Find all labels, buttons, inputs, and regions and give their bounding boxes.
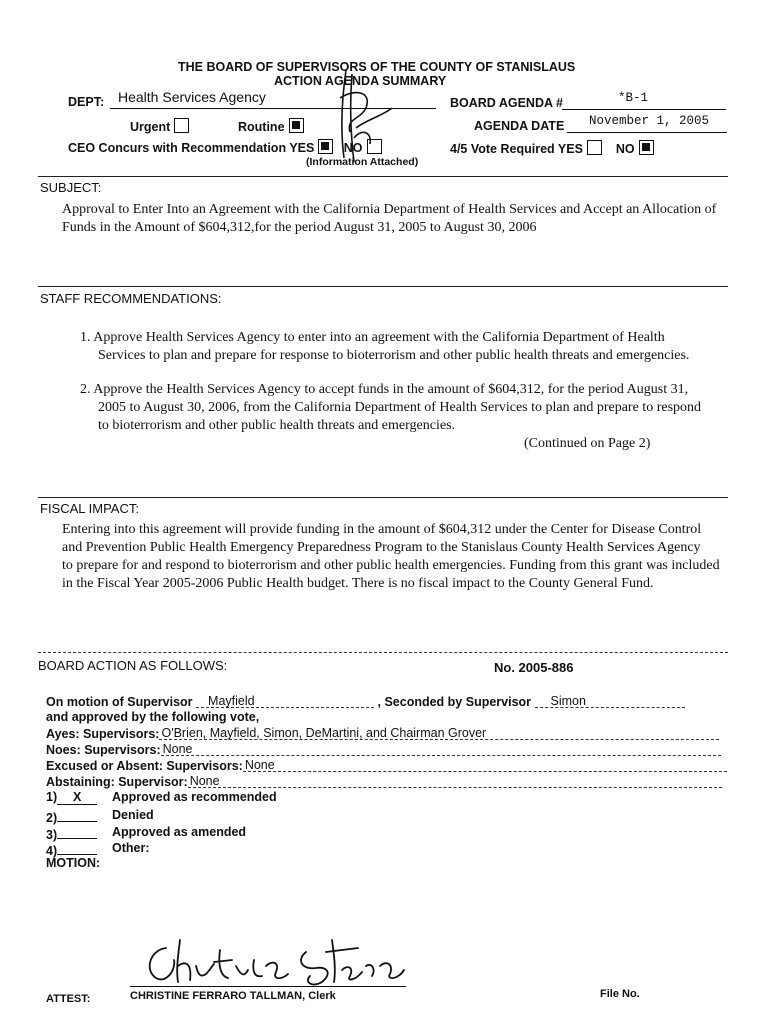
divider-subject <box>38 286 728 287</box>
fiscal-line-3: to prepare for and respond to bioterrorism and other public health emergencies. Funding from this grant was included <box>62 558 720 573</box>
fiscal-line-4: in the Fiscal Year 2005-2006 Public Health budget. There is no fiscal impact to the County General Fund. <box>62 576 654 591</box>
action-number: No. 2005-886 <box>494 660 574 675</box>
subject-line-1: Approval to Enter Into an Agreement with the California Department of Health Services and Accept an Allocation of <box>62 202 717 217</box>
signature-line <box>130 986 406 987</box>
attest-label: ATTEST: <box>46 993 91 1005</box>
excused-value: None <box>244 758 275 772</box>
clerk-name: CHRISTINE FERRARO TALLMAN, Clerk <box>130 990 336 1002</box>
action-label: BOARD ACTION AS FOLLOWS: <box>38 658 228 673</box>
approved-line: and approved by the following vote, <box>46 710 260 724</box>
motion-label: On motion of Supervisor <box>46 695 193 709</box>
abstaining-field <box>188 774 722 788</box>
option-1-label: Approved as recommended <box>112 790 277 804</box>
divider-dashed <box>38 652 728 653</box>
subject-line-2: Funds in the Amount of $604,312,for the period August 31, 2005 to August 30, 2006 <box>62 220 537 235</box>
ceo-label: CEO Concurs with Recommendation YES <box>68 141 315 155</box>
fiscal-label: FISCAL IMPACT: <box>40 501 139 516</box>
divider-staff <box>38 497 728 498</box>
vote-no-checkbox[interactable] <box>639 140 654 155</box>
staff-item-2-line-2: 2005 to August 30, 2006, from the California Department of Health Services to plan and prepare to respond <box>98 400 702 415</box>
vote-required <box>450 140 654 156</box>
motion-value: Mayfield <box>208 694 255 708</box>
seconded-field <box>535 694 685 708</box>
continued-note: (Continued on Page 2) <box>524 436 651 451</box>
dept-value: Health Services Agency <box>118 89 266 105</box>
option-3-number: 3) <box>46 828 58 842</box>
abstaining-value: None <box>189 774 220 788</box>
option-approved-recommended <box>46 790 97 805</box>
board-agenda-value: *B-1 <box>618 91 649 105</box>
file-no-label: File No. <box>600 988 640 1000</box>
staff-label: STAFF RECOMMENDATIONS: <box>40 291 222 306</box>
agenda-date-field <box>567 114 727 133</box>
ayes-row <box>46 726 719 741</box>
option-2-number: 2) <box>46 811 58 825</box>
ayes-value: O'Brien, Mayfield, Simon, DeMartini, and Chairman Grover <box>161 726 487 740</box>
abstaining-label: Abstaining: Supervisor: <box>46 775 188 789</box>
option-2-blank[interactable] <box>57 808 97 822</box>
option-1-number: 1) <box>46 790 58 804</box>
initials-mark <box>326 58 398 178</box>
staff-item-2-line-1: 2. Approve the Health Services Agency to accept funds in the amount of $604,312, for the period August 31, <box>80 382 689 397</box>
seconded-value: Simon <box>550 694 586 708</box>
divider-top <box>38 176 728 177</box>
excused-label: Excused or Absent: Supervisors: <box>46 759 243 773</box>
fiscal-line-1: Entering into this agreement will provide funding in the amount of $604,312 under the Center for Disease Control <box>62 522 702 537</box>
vote-yes-checkbox[interactable] <box>587 140 602 155</box>
staff-item-1-line-2: Services to plan and prepare for response to bioterrorism and other public health threats and emergencies. <box>98 348 690 363</box>
agenda-date-label: AGENDA DATE <box>474 119 565 133</box>
board-title: THE BOARD OF SUPERVISORS OF THE COUNTY OF STANISLAUS <box>178 60 576 74</box>
abstaining-row <box>46 774 722 789</box>
board-agenda-label: BOARD AGENDA # <box>450 96 563 110</box>
option-1-blank[interactable] <box>57 790 97 805</box>
noes-label: Noes: Supervisors: <box>46 743 161 757</box>
routine-label: Routine <box>238 120 285 134</box>
seconded-label: , Seconded by Supervisor <box>377 695 532 709</box>
board-agenda-field <box>562 91 726 110</box>
vote-label: 4/5 Vote Required YES <box>450 142 583 156</box>
ayes-label: Ayes: Supervisors: <box>46 727 160 741</box>
option-2-label: Denied <box>112 808 154 822</box>
motion-end-label: MOTION: <box>46 856 101 870</box>
staff-item-1-line-1: 1. Approve Health Services Agency to enter into an agreement with the California Department of Health <box>80 330 665 345</box>
ayes-field <box>159 726 719 740</box>
option-3-label: Approved as amended <box>112 825 247 839</box>
option-4-label: Other: <box>112 841 150 855</box>
motion-field <box>196 694 374 708</box>
option-denied <box>46 808 97 825</box>
motion-row <box>46 694 685 709</box>
option-4-number: 4) <box>46 844 58 858</box>
option-3-blank[interactable] <box>57 825 97 839</box>
noes-field <box>161 742 721 756</box>
ceo-no-label: NO <box>343 141 363 155</box>
excused-row <box>46 758 727 773</box>
subject-label: SUBJECT: <box>40 180 102 195</box>
dept-label: DEPT: <box>68 95 105 109</box>
agenda-date-value: November 1, 2005 <box>589 114 710 128</box>
noes-row <box>46 742 721 757</box>
noes-value: None <box>162 742 193 756</box>
option-amended <box>46 825 97 842</box>
routine-checkbox[interactable] <box>289 118 304 133</box>
excused-field <box>243 758 727 772</box>
urgent-label: Urgent <box>130 120 171 134</box>
fiscal-line-2: and Prevention Public Health Emergency Preparedness Program to the Stanislaus County Health Services Agency <box>62 540 701 555</box>
clerk-signature <box>136 930 412 990</box>
option-1-mark: X <box>72 790 82 804</box>
option-4-blank[interactable] <box>57 841 97 855</box>
staff-item-2-line-3: to bioterrorism and other public health threats and emergencies. <box>98 418 456 433</box>
vote-no-label: NO <box>615 142 635 156</box>
info-attached: (Information Attached) <box>306 156 419 168</box>
routine-option <box>238 118 304 134</box>
urgent-checkbox[interactable] <box>174 118 189 133</box>
summary-title: ACTION AGENDA SUMMARY <box>274 74 447 88</box>
urgent-option <box>130 118 189 134</box>
